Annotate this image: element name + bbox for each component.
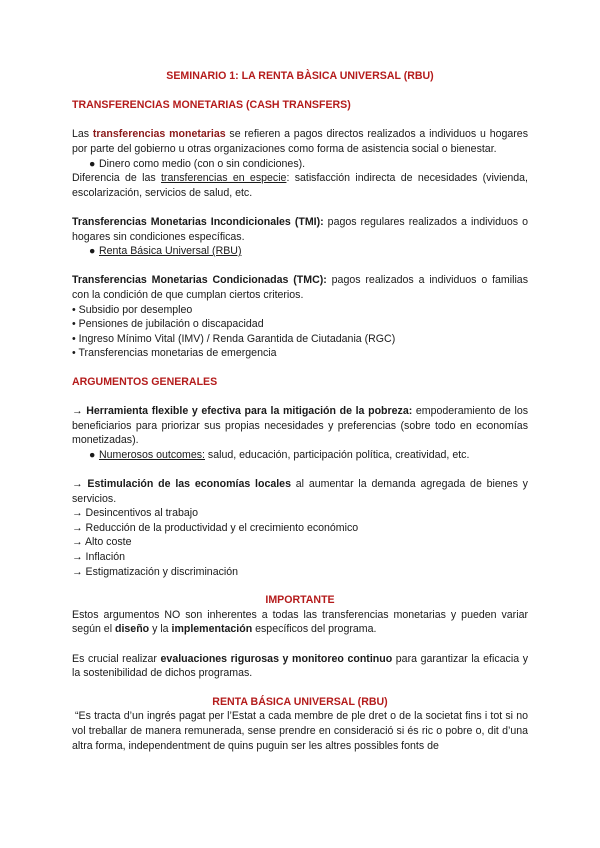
bold-term: Transferencias Monetarias Condicionadas (TMC): — [72, 274, 327, 287]
bullet-item — [72, 244, 528, 259]
underlined-term: Numerosos outcomes: — [99, 448, 205, 461]
section-heading-argumentos: ARGUMENTOS GENERALES — [72, 375, 218, 388]
text: empoderamiento de los beneficiarios para priorizar sus propias necesidades y preferencias (sobre todo en economías monetizadas). — [72, 405, 529, 447]
text: específicos del programa. — [252, 623, 377, 636]
paragraph-definition — [72, 127, 528, 156]
bold-term: diseño — [115, 623, 150, 636]
bold-term: → Estimulación de las economías locales — [72, 478, 291, 491]
text: pagos realizados a individuos o familias con la condición de que cumplan ciertos criterios. — [72, 274, 528, 301]
section-heading-rbu: RENTA BÁSICA UNIVERSAL (RBU) — [212, 695, 388, 708]
list-item: → Alto coste — [72, 536, 132, 549]
text: pagos regulares realizados a individuos o hogares sin condiciones específicas. — [72, 215, 528, 243]
highlight-term: transferencias monetarias — [92, 128, 226, 141]
text: se refieren a pagos directos realizados a individuos u hogares por parte del gobierno u otras organizaciones como forma de asistencia social o bienestar. — [72, 128, 528, 155]
bullet-text: salud, educación, participación política, creatividad, etc. — [204, 448, 470, 461]
list-item: → Estigmatización y discriminación — [72, 565, 239, 578]
paragraph-argument-2 — [72, 477, 528, 506]
text: al aumentar la demanda agregada de bienes y servicios. — [72, 478, 528, 505]
text: : satisfacción indirecta de necesidades (vivienda, escolarización, servicios de salud, etc. — [72, 172, 528, 199]
text: Estos argumentos NO son inherentes a todas las transferencias monetarias y pueden variar según el — [72, 608, 528, 636]
bullet-item — [72, 448, 528, 463]
document-body — [72, 68, 528, 753]
paragraph-tmc — [72, 273, 528, 302]
document-title: SEMINARIO 1: LA RENTA BÀSICA UNIVERSAL (RBU) — [166, 70, 434, 82]
list-item: • Subsidio por desempleo — [72, 303, 193, 316]
paragraph-importante-1 — [72, 608, 528, 637]
text: Diferencia de las — [72, 172, 161, 185]
list-item: → Reducción de la productividad y el crecimiento económico — [72, 521, 359, 534]
list-item: → Desincentivos al trabajo — [72, 507, 199, 520]
paragraph-tmi — [72, 215, 528, 244]
quote-rbu: “Es tracta d’un ingrés pagat per l’Estat a cada membre de ple dret o de la societat fins i tot si no vol treballar de manera remunerada, sense prendre en consideració si és ric o pobre o, dit d’una altra forma, independentment de quins puguin ser les altres possibles fonts de — [72, 710, 528, 752]
section-heading-importante: IMPORTANTE — [265, 594, 335, 607]
bold-term: evaluaciones rigurosas y monitoreo continuo — [160, 652, 393, 665]
underlined-term: transferencias en especie — [160, 172, 287, 185]
bullet-icon: ● — [89, 157, 96, 170]
bullet-text: Dinero como medio (con o sin condiciones). — [99, 157, 306, 170]
section-heading-transferencias: TRANSFERENCIAS MONETARIAS (CASH TRANSFERS) — [72, 99, 351, 112]
paragraph-importante-2 — [72, 652, 528, 681]
list-item: • Ingreso Mínimo Vital (IMV) / Renda Garantida de Ciutadania (RGC) — [72, 332, 396, 345]
bullet-text: Renta Básica Universal (RBU) — [99, 245, 242, 258]
bold-term: implementación — [171, 623, 253, 636]
paragraph-especie — [72, 171, 528, 200]
bullet-icon: ● — [89, 448, 96, 461]
text: Es crucial realizar — [72, 652, 161, 665]
bold-term: → Herramienta flexible y efectiva para la mitigación de la pobreza: — [72, 405, 413, 418]
list-item: • Transferencias monetarias de emergencia — [72, 347, 277, 360]
text: y la — [149, 623, 172, 636]
list-item: • Pensiones de jubilación o discapacidad — [72, 318, 264, 331]
bullet-item — [72, 157, 528, 172]
text: para garantizar la eficacia y la sostenibilidad de dichos programas. — [72, 652, 528, 680]
text: Las — [72, 128, 93, 141]
paragraph-argument-1 — [72, 404, 528, 448]
bold-term: Transferencias Monetarias Incondicionales (TMI): — [72, 215, 324, 228]
list-item: → Inflación — [72, 551, 125, 563]
bullet-icon: ● — [89, 245, 96, 258]
